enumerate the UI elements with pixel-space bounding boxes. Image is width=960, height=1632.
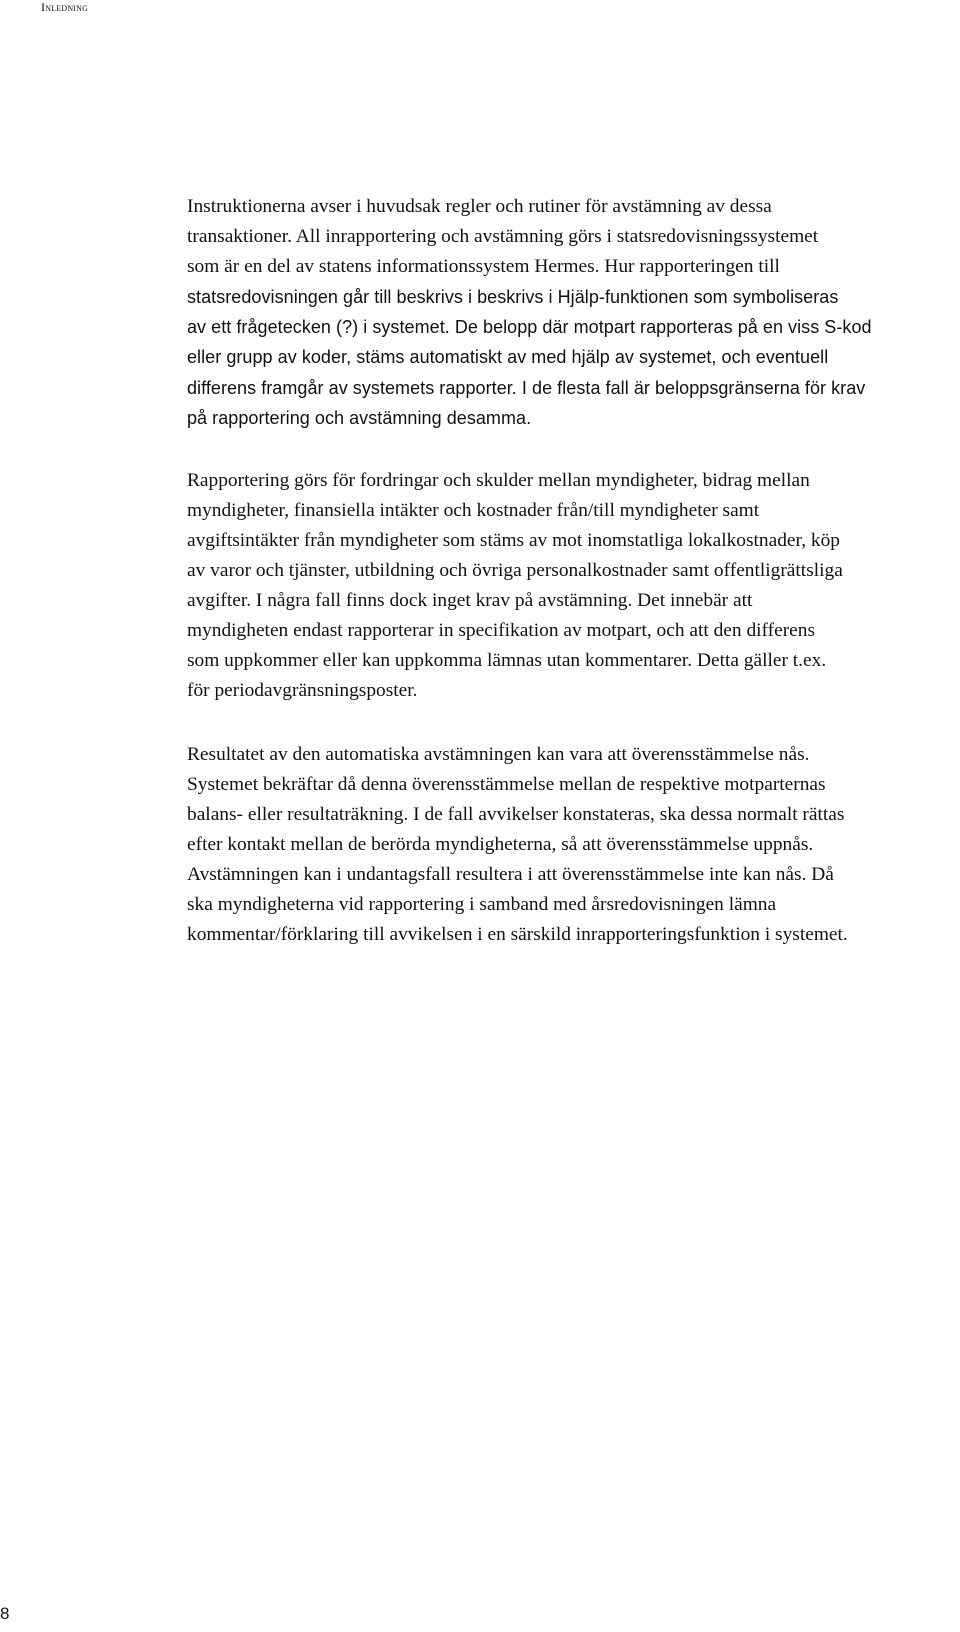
text-line: statsredovisningen går till beskrivs i beskrivs i Hjälp-funktionen som symboliseras	[187, 287, 839, 308]
text-line: transaktioner. All inrapportering och avstämning görs i statsredovisningssystemet	[187, 226, 819, 248]
paragraph-2	[187, 466, 957, 707]
text-line: ska myndigheterna vid rapportering i samband med årsredovisningen lämna	[187, 893, 777, 915]
text-line: som är en del av statens informationssystem Hermes. Hur rapporteringen till	[187, 256, 780, 278]
text-line: Systemet bekräftar då denna överensstämmelse mellan de respektive motparternas	[187, 773, 826, 795]
text-line: efter kontakt mellan de berörda myndigheterna, så att överensstämmelse uppnås.	[187, 833, 814, 855]
text-line: på rapportering och avstämning desamma.	[187, 407, 532, 428]
text-line: avgiftsintäkter från myndigheter som stäms av mot inomstatliga lokalkostnader, köp	[187, 529, 840, 551]
text-line: balans- eller resultaträkning. I de fall avvikelser konstateras, ska dessa normalt rättas	[187, 803, 845, 825]
text-line: myndigheter, finansiella intäkter och kostnader från/till myndigheter samt	[187, 499, 760, 521]
text-line: kommentar/förklaring till avvikelsen i en särskild inrapporteringsfunktion i systemet.	[187, 924, 848, 946]
text-line: Avstämningen kan i undantagsfall resultera i att överensstämmelse inte kan nås. Då	[187, 863, 834, 885]
running-head: Inledning	[41, 0, 89, 14]
paragraph-3	[187, 740, 957, 951]
text-line: som uppkommer eller kan uppkomma lämnas utan kommentarer. Detta gäller t.ex.	[187, 650, 827, 672]
text-line: eller grupp av koder, stäms automatiskt av med hjälp av systemet, och eventuell	[187, 347, 829, 368]
paragraph-1	[187, 192, 957, 433]
text-line: Resultatet av den automatiska avstämningen kan vara att överensstämmelse nås.	[187, 743, 810, 765]
text-line: av varor och tjänster, utbildning och övriga personalkostnader samt offentligrättsliga	[187, 560, 843, 582]
text-line: myndigheten endast rapporterar in specifikation av motpart, och att den differens	[187, 620, 816, 642]
body-text	[187, 192, 957, 983]
text-line: av ett frågetecken (?) i systemet. De belopp där motpart rapporteras på en viss S-kod	[187, 317, 872, 338]
text-line: avgifter. I några fall finns dock inget krav på avstämning. Det innebär att	[187, 590, 753, 612]
text-line: differens framgår av systemets rapporter. I de flesta fall är beloppsgränserna för krav	[187, 377, 866, 398]
page-number: 8	[0, 1604, 10, 1623]
text-line: Instruktionerna avser i huvudsak regler och rutiner för avstämning av dessa	[187, 196, 772, 217]
text-line: Rapportering görs för fordringar och skulder mellan myndigheter, bidrag mellan	[187, 469, 810, 491]
text-line: för periodavgränsningsposter.	[187, 680, 418, 702]
